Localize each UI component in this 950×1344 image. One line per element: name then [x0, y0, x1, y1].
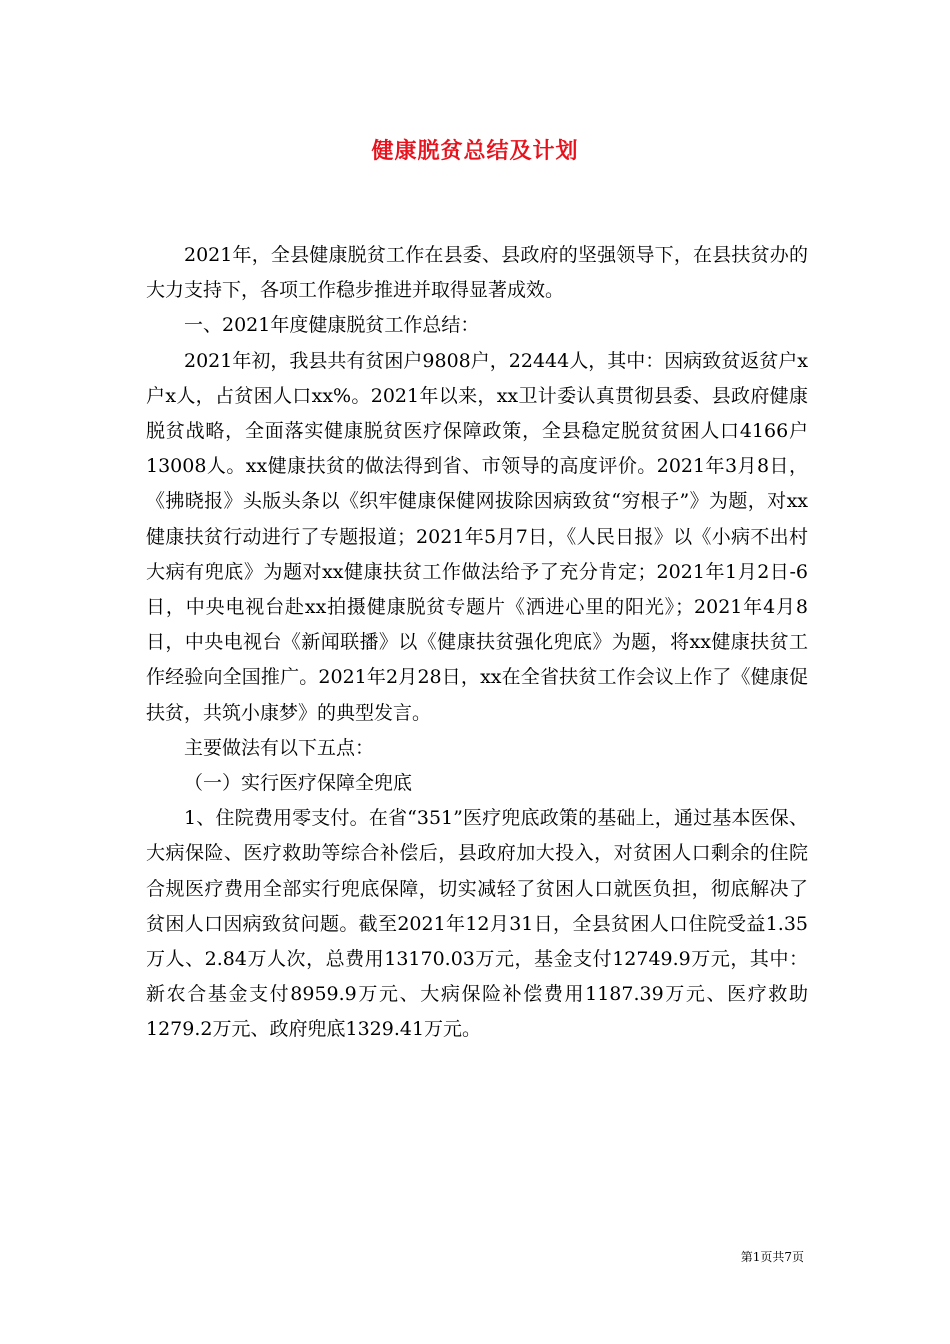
page-number-footer: 第1页共7页	[740, 1250, 804, 1264]
intro-paragraph: 2021年，全县健康脱贫工作在县委、县政府的坚强领导下，在县扶贫办的大力支持下，各项工作稳步推进并取得显著成效。	[146, 244, 808, 302]
document-body	[146, 238, 808, 1048]
main-practices-heading: 主要做法有以下五点：	[184, 736, 375, 759]
overview-paragraph: 2021年初，我县共有贫困户9808户，22444人，其中：因病致贫返贫户x户x人，占贫困人口xx%。2021年以来，xx卫计委认真贯彻县委、县政府健康脱贫战略，全面落实健康脱贫医疗保障政策，全县稳定脱贫贫困人口4166户13008人。xx健康扶贫的做法得到省、市领导的高度评价。2021年3月8日，《拂晓报》头版头条以《织牢健康保健网拔除因病致贫“穷根子”》为题，对xx健康扶贫行动进行了专题报道；2021年5月7日，《人民日报》以《小病不出村大病有兜底》为题对xx健康扶贫工作做法给予了充分肯定；2021年1月2日-6日，中央电视台赴xx拍摄健康脱贫专题片《洒进心里的阳光》；2021年4月8日，中央电视台《新闻联播》以《健康扶贫强化兜底》为题，将xx健康扶贫工作经验向全国推广。2021年2月28日，xx在全省扶贫工作会议上作了《健康促扶贫，共筑小康梦》的典型发言。	[146, 349, 808, 724]
item-1-paragraph: 1、住院费用零支付。在省“351”医疗兜底政策的基础上，通过基本医保、大病保险、医疗救助等综合补偿后，县政府加大投入，对贫困人口剩余的住院合规医疗费用全部实行兜底保障，切实减轻了贫困人口就医负担，彻底解决了贫困人口因病致贫问题。截至2021年12月31日，全县贫困人口住院受益1.35万人、2.84万人次，总费用13170.03万元，基金支付12749.9万元，其中：新农合基金支付8959.9万元、大病保险补偿费用1187.39万元、医疗救助1279.2万元、政府兜底1329.41万元。	[146, 807, 808, 1041]
subsection-heading-1: （一）实行医疗保障全兜底	[184, 772, 413, 795]
section-heading-summary: 一、2021年度健康脱贫工作总结：	[184, 314, 480, 337]
document-title: 健康脱贫总结及计划	[371, 138, 579, 164]
